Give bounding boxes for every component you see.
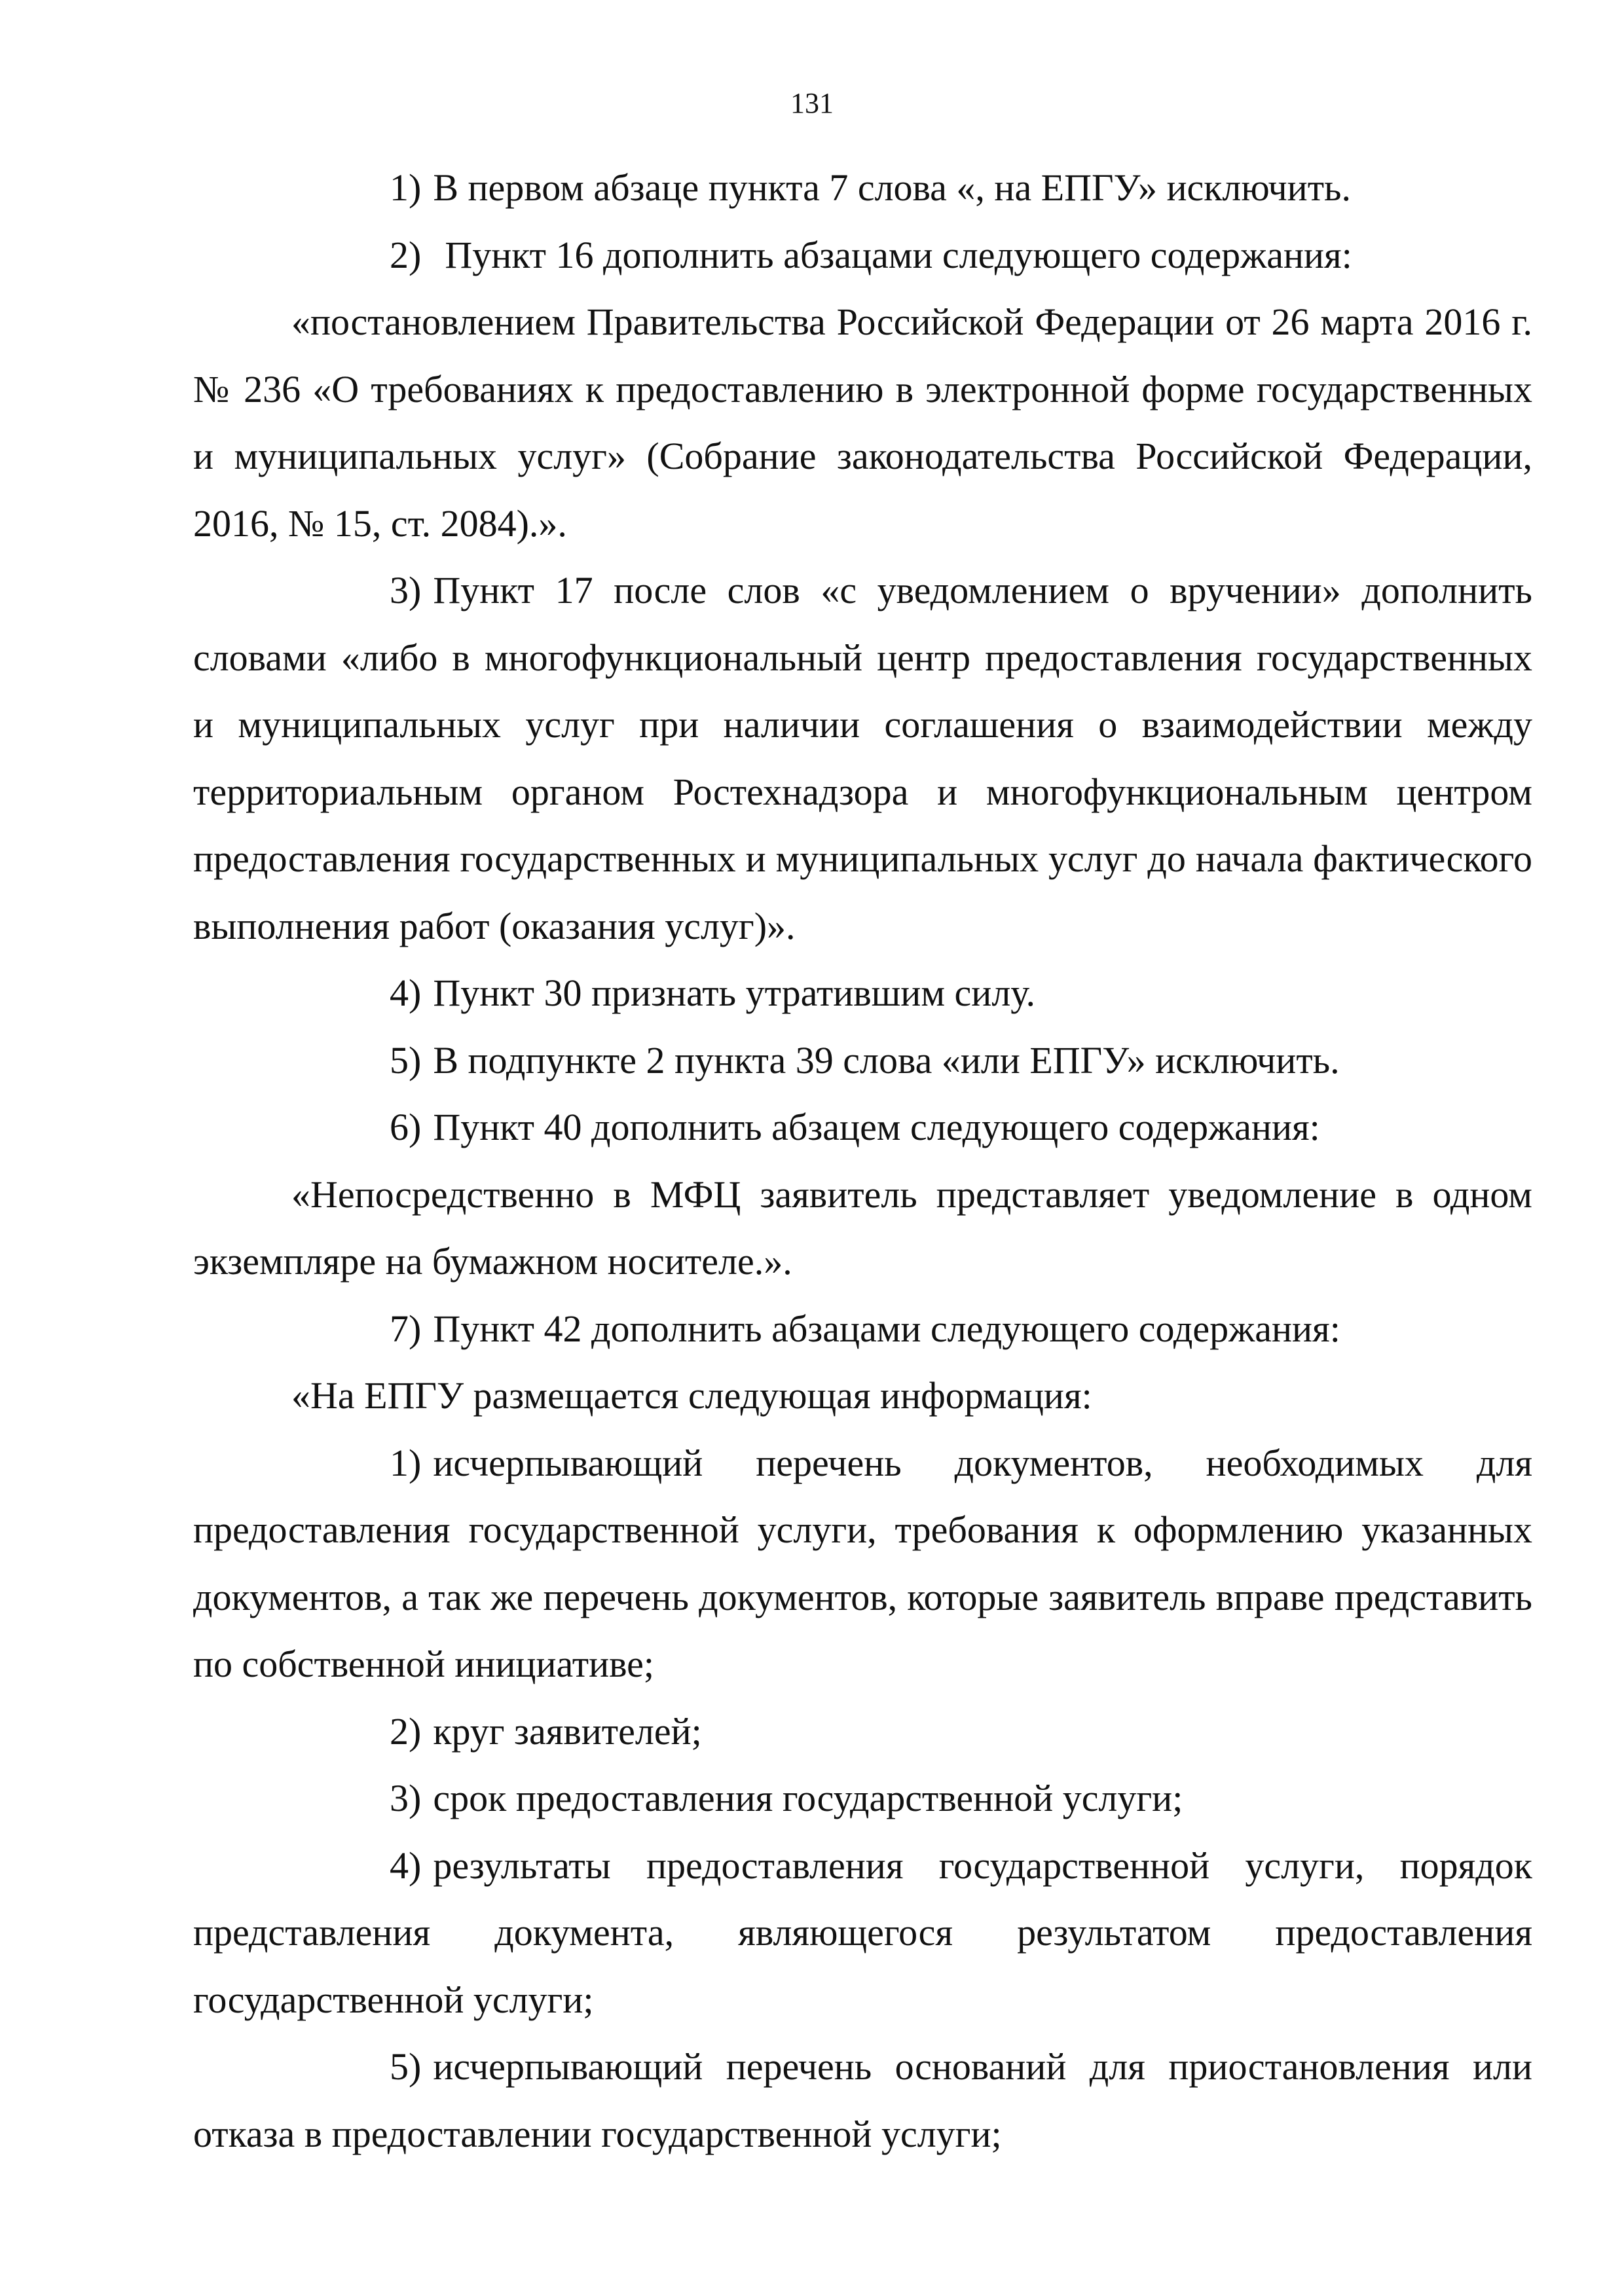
paragraph-11	[193, 1430, 1532, 1698]
item-number: 7)	[390, 1307, 422, 1350]
paragraph-text: исчерпывающий перечень документов, необходимых для предоставления государственной услуги, требования к оформлению указанных документов, а так же перечень документов, которые заявитель вправе представить по собственной инициативе;	[193, 1441, 1532, 1685]
paragraph-text: Пункт 16 дополнить абзацами следующего содержания:	[445, 233, 1352, 276]
paragraph-14	[193, 1832, 1532, 2034]
paragraph-text: «постановлением Правительства Российской Федерации от 26 марта 2016 г. № 236 «О требованиях к предоставлению в электронной форме государственных и муниципальных услуг» (Собрание законодательства Российской Федерации, 2016, № 15, ст. 2084).».	[193, 301, 1532, 545]
paragraph-13	[193, 1765, 1532, 1832]
paragraph-7	[193, 1094, 1532, 1161]
paragraph-text: срок предоставления государственной услуги;	[433, 1777, 1183, 1819]
item-number: 6)	[390, 1106, 422, 1148]
paragraph-text: В первом абзаце пункта 7 слова «, на ЕПГУ» исключить.	[433, 166, 1351, 209]
item-number: 5)	[390, 1038, 422, 1082]
paragraph-1	[193, 155, 1532, 222]
paragraph-6	[193, 1027, 1532, 1095]
paragraph-10	[193, 1362, 1532, 1430]
paragraph-15	[193, 2033, 1532, 2168]
item-number: 5)	[390, 2045, 422, 2088]
paragraph-2	[193, 222, 1532, 289]
document-body	[193, 155, 1532, 2168]
paragraph-text: Пункт 30 признать утратившим силу.	[433, 972, 1035, 1014]
paragraph-9	[193, 1296, 1532, 1363]
paragraph-text: результаты предоставления государственной услуги, порядок представления документа, являющегося результатом предоставления государственной услуги;	[193, 1844, 1532, 2021]
item-number: 1)	[390, 166, 422, 209]
paragraph-12	[193, 1698, 1532, 1766]
paragraph-5	[193, 960, 1532, 1027]
paragraph-text: «Непосредственно в МФЦ заявитель представляет уведомление в одном экземпляре на бумажном носителе.».	[193, 1173, 1532, 1283]
item-number: 4)	[390, 972, 422, 1014]
paragraph-text: В подпункте 2 пункта 39 слова «или ЕПГУ» исключить.	[433, 1038, 1340, 1082]
paragraph-4	[193, 557, 1532, 960]
item-number: 3)	[390, 1777, 422, 1819]
item-number: 3)	[390, 569, 422, 611]
paragraph-text: круг заявителей;	[433, 1709, 702, 1753]
paragraph-8	[193, 1161, 1532, 1296]
page-number: 131	[790, 87, 834, 119]
paragraph-text: Пункт 17 после слов «с уведомлением о вручении» дополнить словами «либо в многофункциональный центр предоставления государственных и муниципальных услуг при наличии соглашения о взаимодействии между территориальным органом Ростехнадзора и многофункциональным центром предоставления государственных и муниципальных услуг до начала фактического выполнения работ (оказания услуг)».	[193, 569, 1532, 947]
paragraph-text: Пункт 40 дополнить абзацем следующего содержания:	[433, 1106, 1320, 1148]
paragraph-text: «На ЕПГУ размещается следующая информация:	[291, 1374, 1092, 1417]
item-number: 2)	[390, 233, 422, 276]
item-number: 4)	[390, 1844, 422, 1887]
paragraph-3	[193, 289, 1532, 557]
paragraph-text: Пункт 42 дополнить абзацами следующего содержания:	[433, 1307, 1340, 1350]
item-number: 1)	[390, 1441, 422, 1484]
item-number: 2)	[390, 1709, 422, 1753]
paragraph-text: исчерпывающий перечень оснований для приостановления или отказа в предоставлении государственной услуги;	[193, 2045, 1532, 2155]
